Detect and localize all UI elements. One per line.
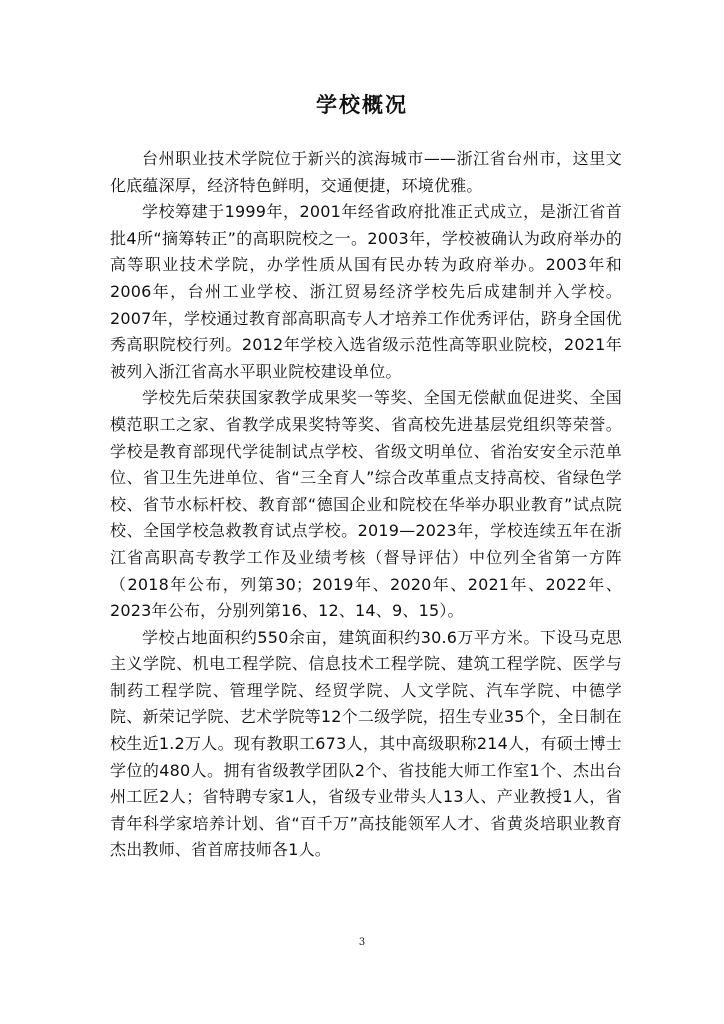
paragraph-honors: 学校先后荣获国家教学成果奖一等奖、全国无偿献血促进奖、全国模范职工之家、省教学成果奖特等奖、省高校先进基层党组织等荣誉。学校是教育部现代学徒制试点学校、省级文明单位、省治安安全示范单位、省卫生先进单位、省“三全育人”综合改革重点支持高校、省绿色学校、省节水标杆校、教育部“德国企业和院校在华举办职业教育”试点院校、全国学校急救教育试点学校。2019—2023年，学校连续五年在浙江省高职高专教学工作及业绩考核（督导评估）中位列全省第一方阵（2018年公布，列第30；2019年、2020年、2021年、2022年、2023年公布，分别列第16、12、14、9、15）。	[110, 388, 622, 621]
paragraph-scale: 学校占地面积约550余亩，建筑面积约30.6万平方米。下设马克思主义学院、机电工程学院、信息技术工程学院、建筑工程学院、医学与制药工程学院、管理学院、经贸学院、人文学院、汽车学院、中德学院、新荣记学院、艺术学院等12个二级学院，招生专业35个，全日制在校生近1.2万人。现有教职工673人，其中高级职称214人，有硕士博士学位的480人。拥有省级教学团队2个、省技能大师工作室1个、杰出台州工匠2人；省特聘专家1人，省级专业带头人13人、产业教授1人，省青年科学家培养计划、省“百千万”高技能领军人才、省黄炎培职业教育杰出教师、省首席技师各1人。	[110, 627, 622, 860]
page-title: 学校概况	[316, 93, 408, 117]
paragraph-history: 学校筹建于1999年，2001年经省政府批准正式成立，是浙江省首批4所“摘筹转正”的高职院校之一。2003年，学校被确认为政府举办的高等职业技术学院，办学性质从国有民办转为政府举办。2003年和2006年，台州工业学校、浙江贸易经济学校先后成建制并入学校。2007年，学校通过教育部高职高专人才培养工作优秀评估，跻身全国优秀高职院校行列。2012年学校入选省级示范性高等职业院校，2021年被列入浙江省高水平职业院校建设单位。	[110, 202, 622, 381]
page-number: 3	[358, 937, 366, 948]
document-body	[110, 146, 622, 864]
paragraph-intro: 台州职业技术学院位于新兴的滨海城市——浙江省台州市，这里文化底蕴深厚，经济特色鲜明，交通便捷，环境优雅。	[110, 149, 622, 195]
